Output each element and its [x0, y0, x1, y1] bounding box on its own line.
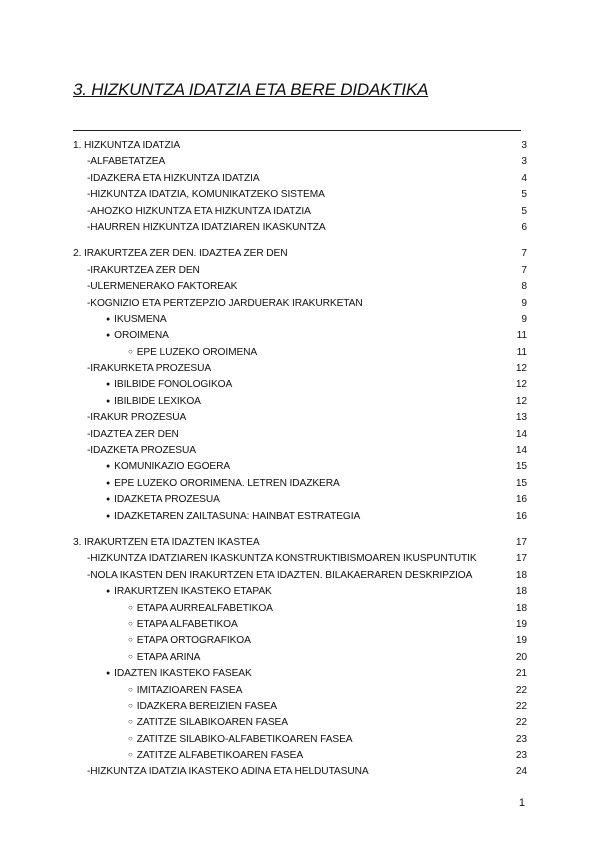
- toc-entry-page: 17: [515, 536, 527, 548]
- toc-entry[interactable]: [73, 748, 527, 764]
- toc-entry-page: 22: [515, 717, 527, 729]
- toc-entry-page: 15: [515, 461, 527, 473]
- toc-entry-title: -KOGNIZIO ETA PERTZEPZIO JARDUERAK IRAKURKETAN: [87, 297, 363, 309]
- toc-entry-title: -IRAKURTZEA ZER DEN: [87, 264, 200, 276]
- toc-entry[interactable]: [73, 535, 527, 551]
- toc-entry-page: 12: [515, 363, 527, 375]
- toc-entry-title: ○ EPE LUZEKO OROIMENA: [128, 345, 257, 361]
- toc-entry-page: 23: [515, 733, 527, 745]
- table-of-contents: [73, 138, 527, 781]
- toc-entry-title: -IRAKURKETA PROZESUA: [87, 363, 212, 375]
- toc-entry-page: 3: [521, 140, 527, 151]
- toc-entry[interactable]: [73, 715, 527, 731]
- toc-entry-title: -HIZKUNTZA IDATZIA IKASTEKO ADINA ETA HELDUTASUNA: [87, 766, 369, 778]
- toc-entry-title: ○ ZATITZE ALFABETIKOAREN FASEA: [128, 748, 303, 764]
- toc-entry-page: 20: [515, 651, 527, 663]
- toc-entry[interactable]: [73, 394, 527, 410]
- toc-entry-page: 11: [516, 330, 527, 342]
- toc-entry[interactable]: [73, 509, 527, 525]
- toc-entry-page: 9: [521, 313, 527, 325]
- toc-entry-title: -NOLA IKASTEN DEN IRAKURTZEN ETA IDAZTEN. BILAKAERAREN DESKRIPZIOA: [87, 569, 473, 581]
- toc-entry-page: 16: [515, 510, 527, 522]
- page-number: 1: [518, 797, 525, 809]
- toc-entry-title: ● IDAZKETAREN ZAILTASUNA: HAINBAT ESTRATEGIA: [106, 509, 360, 526]
- toc-entry-page: 24: [515, 766, 527, 778]
- toc-entry-page: 22: [515, 700, 527, 712]
- toc-entry-page: 6: [521, 221, 527, 233]
- toc-entry[interactable]: [73, 171, 527, 187]
- toc-entry[interactable]: [73, 312, 527, 328]
- toc-entry[interactable]: [73, 551, 527, 567]
- toc-entry-page: 21: [515, 668, 527, 680]
- toc-entry[interactable]: [73, 732, 527, 748]
- toc-entry[interactable]: [73, 246, 527, 262]
- toc-entry-title: ○ ETAPA AURREALFABETIKOA: [128, 601, 273, 617]
- toc-entry-page: 18: [515, 602, 527, 614]
- toc-entry[interactable]: [73, 410, 527, 426]
- toc-entry[interactable]: [73, 328, 527, 344]
- toc-entry-page: 23: [515, 750, 527, 762]
- toc-entry-title: ● IKUSMENA: [106, 312, 167, 329]
- toc-entry-title: 2. IRAKURTZEA ZER DEN. IDAZTEA ZER DEN: [73, 248, 288, 260]
- toc-entry[interactable]: [73, 633, 527, 649]
- toc-entry[interactable]: [73, 699, 527, 715]
- toc-entry[interactable]: [73, 764, 527, 780]
- toc-entry-title: -HIZKUNTZA IDATZIA, KOMUNIKATZEKO SISTEMA: [87, 189, 325, 201]
- toc-entry-title: -IDAZKERA ETA HIZKUNTZA IDATZIA: [87, 172, 260, 184]
- toc-entry-title: -IDAZTEA ZER DEN: [87, 428, 179, 440]
- toc-entry-title: ● KOMUNIKAZIO EGOERA: [106, 459, 230, 476]
- toc-entry[interactable]: [73, 584, 527, 600]
- toc-entry-title: ● IDAZKETA PROZESUA: [106, 492, 220, 509]
- toc-entry-page: 18: [515, 569, 527, 581]
- toc-entry[interactable]: [73, 683, 527, 699]
- toc-entry-page: 19: [515, 635, 527, 647]
- toc-entry[interactable]: [73, 568, 527, 584]
- toc-entry[interactable]: [73, 377, 527, 393]
- toc-entry-title: ● IDAZTEN IKASTEKO FASEAK: [106, 666, 252, 683]
- toc-entry-page: 22: [515, 684, 527, 696]
- toc-entry-page: 12: [515, 379, 527, 391]
- toc-entry-title: ○ ETAPA ARINA: [128, 650, 200, 666]
- toc-entry-page: 14: [515, 445, 527, 457]
- toc-entry-title: ○ ZATITZE SILABIKO-ALFABETIKOAREN FASEA: [128, 732, 353, 748]
- toc-entry-title: -ULERMENERAKO FAKTOREAK: [87, 281, 238, 293]
- section-spacer: [73, 236, 527, 246]
- toc-entry[interactable]: [73, 296, 527, 312]
- toc-entry[interactable]: [73, 345, 527, 361]
- toc-entry-page: 5: [521, 205, 527, 217]
- toc-entry[interactable]: [73, 443, 527, 459]
- toc-entry-title: ● IBILBIDE FONOLOGIKOA: [106, 377, 232, 394]
- toc-entry-page: 5: [521, 189, 527, 201]
- toc-entry-title: ● EPE LUZEKO ORORIMENA. LETREN IDAZKERA: [106, 476, 340, 493]
- title-divider: [73, 130, 521, 131]
- toc-entry[interactable]: [73, 476, 527, 492]
- toc-entry[interactable]: [73, 204, 527, 220]
- toc-entry-title: ● OROIMENA: [106, 328, 169, 345]
- toc-entry[interactable]: [73, 154, 527, 170]
- toc-entry-page: 15: [515, 477, 527, 489]
- toc-entry-title: ○ IMITAZIOAREN FASEA: [128, 683, 242, 699]
- toc-entry[interactable]: [73, 138, 527, 154]
- toc-entry[interactable]: [73, 263, 527, 279]
- toc-entry-title: ● IRAKURTZEN IKASTEKO ETAPAK: [106, 584, 272, 601]
- toc-entry-page: 19: [515, 618, 527, 630]
- toc-entry-page: 17: [515, 553, 527, 565]
- toc-entry-page: 14: [515, 428, 527, 440]
- toc-entry-page: 16: [515, 494, 527, 506]
- toc-entry-title: -IDAZKETA PROZESUA: [87, 445, 196, 457]
- toc-entry-title: ○ ETAPA ALFABETIKOA: [128, 617, 238, 633]
- toc-entry[interactable]: [73, 601, 527, 617]
- toc-entry[interactable]: [73, 187, 527, 203]
- toc-entry-title: ○ IDAZKERA BEREIZIEN FASEA: [128, 699, 277, 715]
- section-spacer: [73, 525, 527, 535]
- toc-entry-title: ○ ETAPA ORTOGRAFIKOA: [128, 633, 251, 649]
- toc-entry[interactable]: [73, 650, 527, 666]
- toc-entry-page: 11: [516, 346, 527, 358]
- toc-entry-title: -ALFABETATZEA: [87, 156, 166, 168]
- toc-entry-page: 13: [515, 412, 527, 424]
- toc-entry-page: 7: [521, 264, 527, 276]
- toc-entry-page: 9: [521, 297, 527, 309]
- toc-entry-page: 7: [521, 248, 527, 260]
- toc-entry[interactable]: [73, 361, 527, 377]
- toc-entry-title: 3. IRAKURTZEN ETA IDAZTEN IKASTEA: [73, 536, 260, 548]
- toc-entry[interactable]: [73, 459, 527, 475]
- toc-entry-page: 4: [521, 172, 527, 184]
- toc-entry-title: -AHOZKO HIZKUNTZA ETA HIZKUNTZA IDATZIA: [87, 205, 311, 217]
- toc-entry-title: -IRAKUR PROZESUA: [87, 412, 187, 424]
- toc-entry-title: 1. HIZKUNTZA IDATZIA: [73, 140, 181, 151]
- toc-entry-page: 18: [515, 586, 527, 598]
- toc-entry-page: 8: [521, 281, 527, 293]
- toc-entry-title: -HIZKUNTZA IDATZIAREN IKASKUNTZA KONSTRUKTIBISMOAREN IKUSPUNTUTIK: [87, 553, 477, 565]
- toc-entry[interactable]: [73, 279, 527, 295]
- document-title: 3. HIZKUNTZA IDATZIA ETA BERE DIDAKTIKA: [73, 80, 429, 99]
- toc-entry-title: -HAURREN HIZKUNTZA IDATZIAREN IKASKUNTZA: [87, 221, 326, 233]
- toc-entry[interactable]: [73, 427, 527, 443]
- toc-entry[interactable]: [73, 220, 527, 236]
- toc-entry-page: 3: [521, 156, 527, 168]
- toc-entry[interactable]: [73, 666, 527, 682]
- toc-entry[interactable]: [73, 492, 527, 508]
- toc-entry-title: ○ ZATITZE SILABIKOAREN FASEA: [128, 715, 288, 731]
- toc-entry-title: ● IBILBIDE LEXIKOA: [106, 394, 201, 411]
- toc-entry[interactable]: [73, 617, 527, 633]
- toc-entry-page: 12: [515, 395, 527, 407]
